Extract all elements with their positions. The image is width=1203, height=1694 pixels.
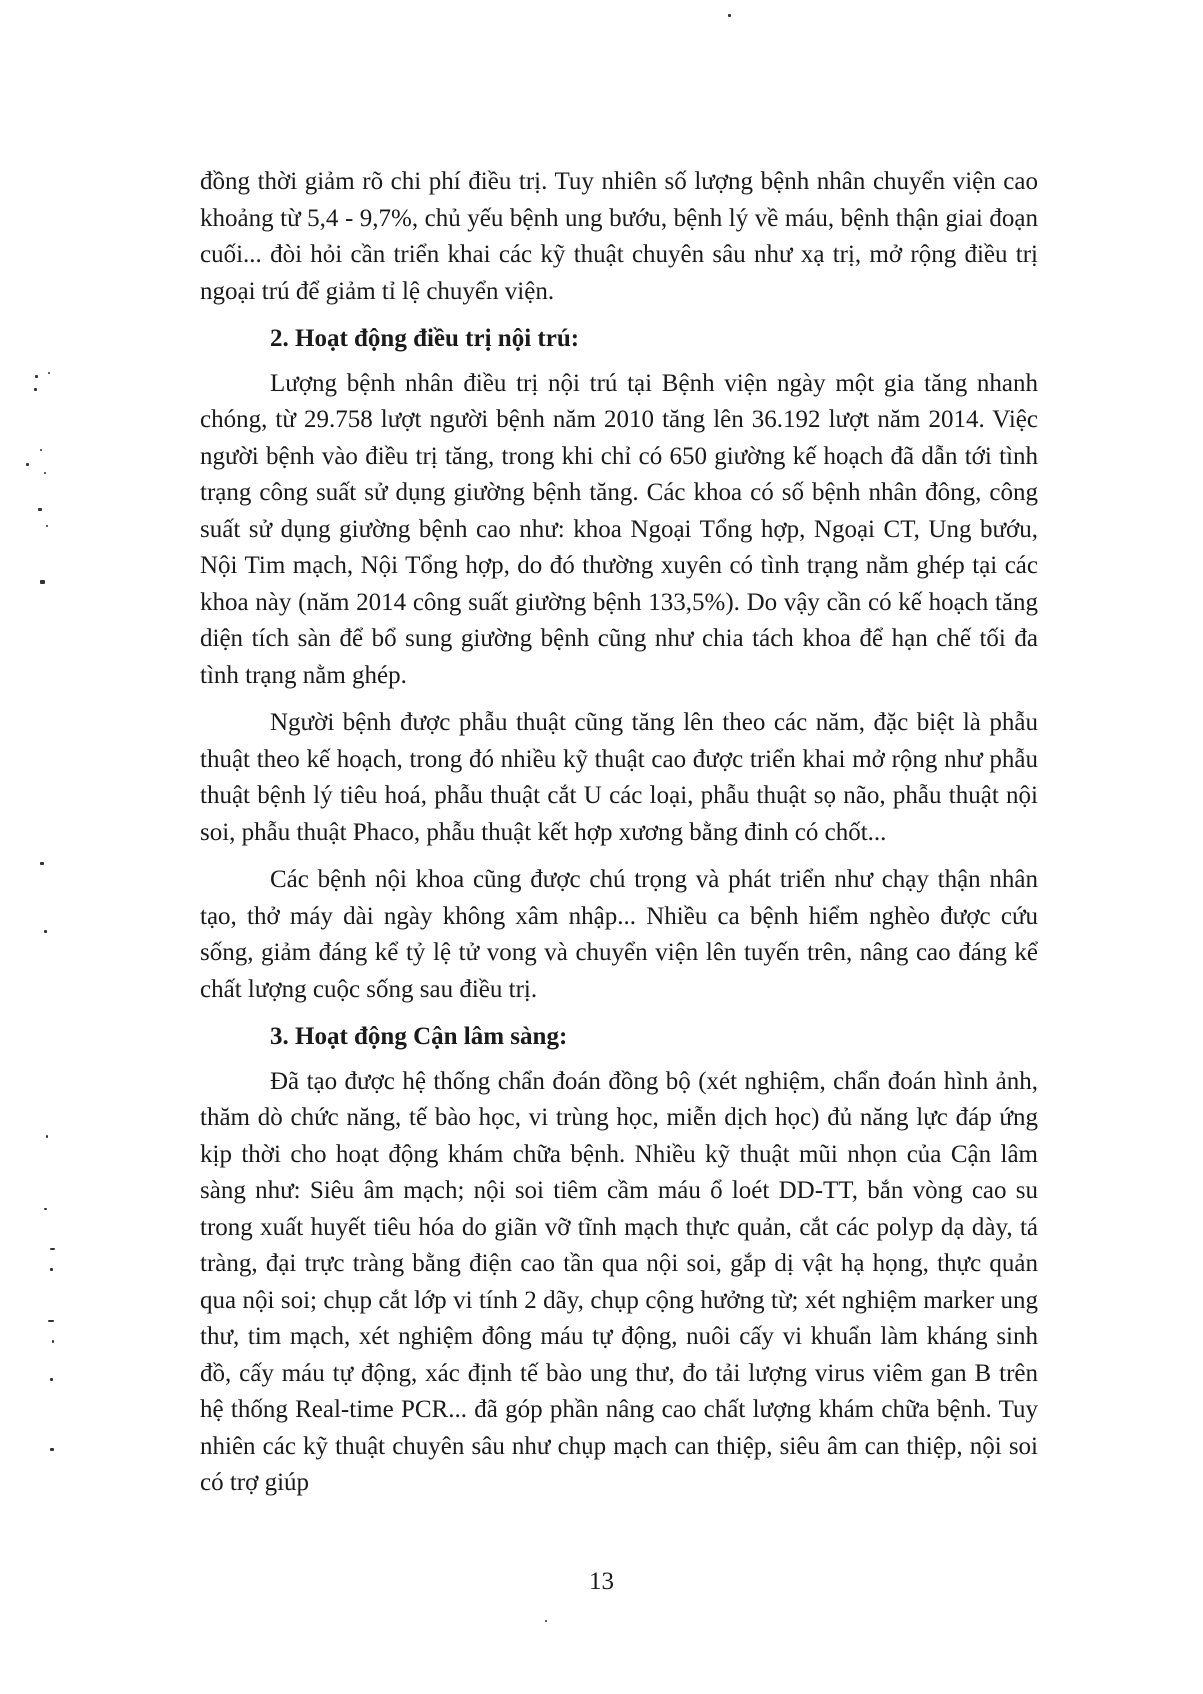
document-body [200,164,1038,1513]
scan-speck [46,525,48,527]
scan-speck [50,1378,53,1381]
scan-speck [34,388,37,391]
scan-speck [44,930,47,933]
scan-speck [38,508,42,511]
scan-speck [50,1248,55,1250]
scan-speck [46,1135,48,1138]
scan-speck [40,580,45,584]
scan-speck [40,862,44,865]
heading-inpatient-treatment: 2. Hoạt động điều trị nội trú: [270,325,580,352]
page-number: 13 [589,1568,614,1595]
paragraph-surgery: Người bệnh được phẫu thuật cũng tăng lên theo các năm, đặc biệt là phẫu thuật theo kế hoạch, trong đó nhiều kỹ thuật cao được triển khai mở rộng như phẫu thuật bệnh lý tiêu hoá, phẫu thuật cắt U các loại, phẫu thuật sọ não, phẫu thuật nội soi, phẫu thuật Phaco, phẫu thuật kết hợp xương bằng đinh có chốt... [200,709,1038,846]
heading-paraclinical: 3. Hoạt động Cận lâm sàng: [270,1023,568,1050]
scan-speck [40,449,42,451]
scan-speck [44,472,46,474]
scan-speck [35,375,38,378]
paragraph-diagnostics: Đã tạo được hệ thống chẩn đoán đồng bộ (xét nghiệm, chẩn đoán hình ảnh, thăm dò chức năng, tế bào học, vi trùng học, miễn dịch học) đủ năng lực đáp ứng kịp thời cho hoạt động khám chữa bệnh. Nhiều kỹ thuật mũi nhọn của Cận lâm sàng như: Siêu âm mạch; nội soi tiêm cầm máu ổ loét DD-TT, bắn vòng cao su trong xuất huyết tiêu hóa do giãn vỡ tĩnh mạch thực quản, cắt các polyp dạ dày, tá tràng, đại trực tràng bằng điện cao tần qua nội soi, gắp dị vật hạ họng, thực quản qua nội soi; chụp cắt lớp vi tính 2 dãy, chụp cộng hưởng từ; xét nghiệm marker ung thư, tim mạch, xét nghiệm đông máu tự động, nuôi cấy vi khuẩn làm kháng sinh đồ, cấy máu tự động, xác định tế bào ung thư, đo tải lượng virus viêm gan B trên hệ thống Real-time PCR... đã góp phần nâng cao chất lượng khám chữa bệnh. Tuy nhiên các kỹ thuật chuyên sâu như chụp mạch can thiệp, siêu âm can thiệp, nội soi có trợ giúp [200,1067,1038,1496]
scan-speck [545,1620,547,1622]
scan-speck [48,372,50,374]
scan-speck [728,14,731,17]
scan-speck [50,1448,54,1451]
paragraph-internal-medicine: Các bệnh nội khoa cũng được chú trọng và phát triển như chạy thận nhân tạo, thở máy dài ngày không xâm nhập... Nhiều ca bệnh hiểm nghèo được cứu sống, giảm đáng kể tỷ lệ tử vong và chuyển viện lên tuyến trên, nâng cao đáng kể chất lượng cuộc sống sau điều trị. [200,866,1038,1003]
paragraph-inpatient-volume: Lượng bệnh nhân điều trị nội trú tại Bệnh viện ngày một gia tăng nhanh chóng, từ 29.758 lượt người bệnh năm 2010 tăng lên 36.192 lượt năm 2014. Việc người bệnh vào điều trị tăng, trong khi chỉ có 650 giường kế hoạch đã dẫn tới tình trạng công suất sử dụng giường bệnh tăng. Các khoa có số bệnh nhân đông, công suất sử dụng giường bệnh cao như: khoa Ngoại Tổng hợp, Ngoại CT, Ung bướu, Nội Tim mạch, Nội Tổng hợp, do đó thường xuyên có tình trạng nằm ghép tại các khoa này (năm 2014 công suất giường bệnh 133,5%). Do vậy cần có kế hoạch tăng diện tích sàn để bổ sung giường bệnh cũng như chia tách khoa để hạn chế tối đa tình trạng nằm ghép. [200,369,1038,689]
scan-speck [50,1268,53,1271]
paragraph-cost-reduction: đồng thời giảm rõ chi phí điều trị. Tuy nhiên số lượng bệnh nhân chuyển viện cao khoảng từ 5,4 - 9,7%, chủ yếu bệnh ung bướu, bệnh lý về máu, bệnh thận giai đoạn cuối... đòi hỏi cần triển khai các kỹ thuật chuyên sâu như xạ trị, mở rộng điều trị ngoại trú để giảm tỉ lệ chuyển viện. [200,168,1038,305]
scan-speck [26,463,29,466]
scan-speck [48,1320,54,1322]
scan-speck [44,1208,47,1210]
scan-speck [52,1340,54,1343]
